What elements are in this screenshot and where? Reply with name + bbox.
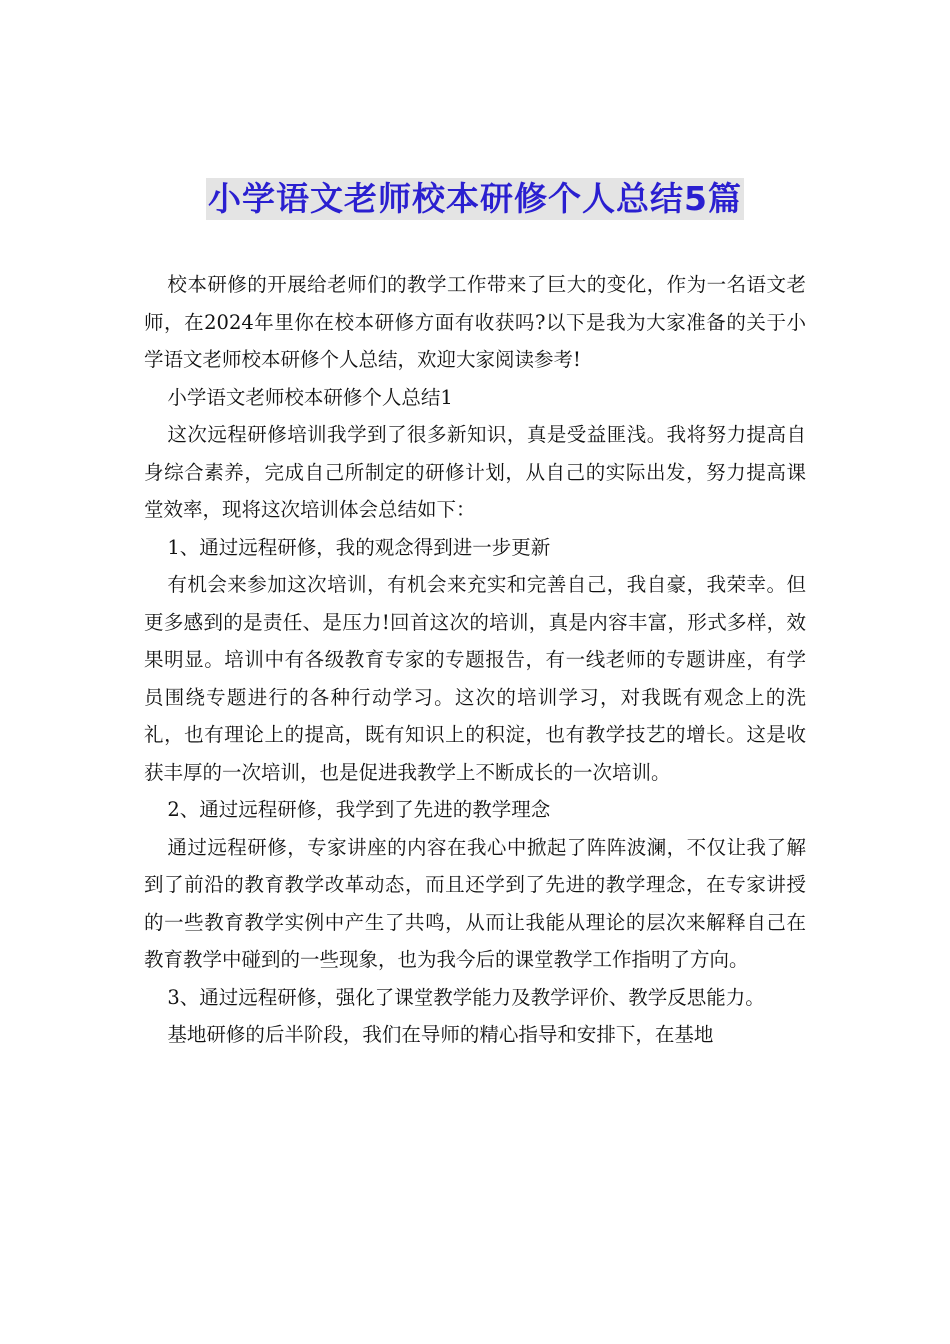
body-paragraph: 这次远程研修培训我学到了很多新知识，真是受益匪浅。我将努力提高自身综合素养，完成自己所制定的研修计划，从自己的实际出发，努力提高课堂效率，现将这次培训体会总结如下：: [144, 423, 806, 521]
intro-paragraph: 校本研修的开展给老师们的教学工作带来了巨大的变化，作为一名语文老师，在2024年里你在校本研修方面有收获吗?以下是我为大家准备的关于小学语文老师校本研修个人总结，欢迎大家阅读参考!: [144, 273, 806, 371]
document-body: [144, 266, 806, 1054]
section-heading: 小学语文老师校本研修个人总结1: [167, 385, 453, 409]
title-container: [0, 178, 950, 220]
body-paragraph: 通过远程研修，专家讲座的内容在我心中掀起了阵阵波澜，不仅让我了解到了前沿的教育教学改革动态，而且还学到了先进的教学理念，在专家讲授的一些教育教学实例中产生了共鸣，从而让我能从理论的层次来解释自己在教育教学中碰到的一些现象，也为我今后的课堂教学工作指明了方向。: [144, 835, 806, 971]
body-paragraph: 有机会来参加这次培训，有机会来充实和完善自己，我自豪，我荣幸。但更多感到的是责任、是压力!回首这次的培训，真是内容丰富，形式多样，效果明显。培训中有各级教育专家的专题报告，有一线老师的专题讲座，有学员围绕专题进行的各种行动学习。这次的培训学习，对我既有观念上的洗礼，也有理论上的提高，既有知识上的积淀，也有教学技艺的增长。这是收获丰厚的一次培训，也是促进我教学上不断成长的一次培训。: [144, 573, 806, 784]
point-heading: 3、通过远程研修，强化了课堂教学能力及教学评价、教学反思能力。: [167, 985, 765, 1009]
document-title: 小学语文老师校本研修个人总结5篇: [208, 179, 742, 218]
point-heading: 2、通过远程研修，我学到了先进的教学理念: [167, 798, 551, 821]
point-heading: 1、通过远程研修，我的观念得到进一步更新: [167, 535, 551, 559]
body-paragraph: 基地研修的后半阶段，我们在导师的精心指导和安排下，在基地: [167, 1023, 714, 1046]
